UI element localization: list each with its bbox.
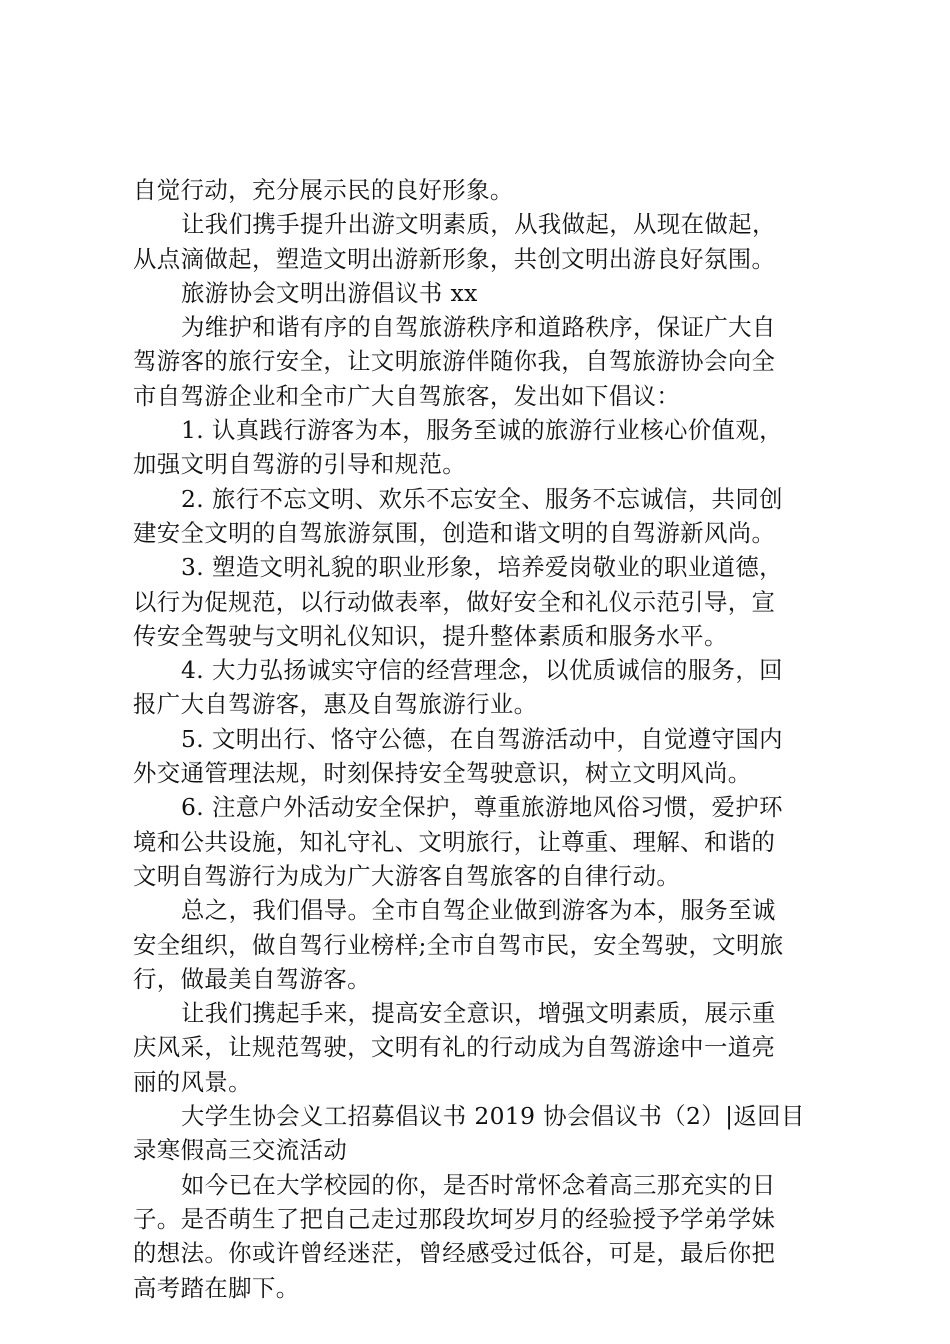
- text-line: 总之，我们倡导。全市自驾企业做到游客为本，服务至诚: [181, 896, 776, 925]
- text-line: 的想法。你或许曾经迷茫，曾经感受过低谷，可是，最后你把: [133, 1239, 776, 1268]
- text-line: 行，做最美自驾游客。: [133, 964, 371, 993]
- text-line: 录寒假高三交流活动: [133, 1136, 348, 1165]
- text-line: 自觉行动，充分展示民的良好形象。: [133, 176, 514, 204]
- text-line: 传安全驾驶与文明礼仪知识，提升整体素质和服务水平。: [133, 621, 728, 650]
- text-line: 庆风采，让规范驾驶，文明有礼的行动成为自驾游途中一道亮: [133, 1033, 776, 1062]
- text-line: 如今已在大学校园的你，是否时常怀念着高三那充实的日: [181, 1170, 776, 1199]
- text-line: 丽的风景。: [133, 1067, 252, 1096]
- text-line: 从点滴做起，塑造文明出游新形象，共创文明出游良好氛围。: [133, 244, 776, 273]
- text-line: 以行为促规范，以行动做表率，做好安全和礼仪示范引导，宣: [133, 587, 776, 616]
- text-line: 高考踏在脚下。: [133, 1273, 300, 1302]
- text-line: 子。是否萌生了把自己走过那段坎坷岁月的经验授予学弟学妹: [133, 1204, 776, 1233]
- text-line: 让我们携手提升出游文明素质，从我做起，从现在做起，: [181, 210, 776, 239]
- text-line: 为维护和谐有序的自驾旅游秩序和道路秩序，保证广大自: [181, 313, 776, 342]
- text-line: 境和公共设施，知礼守礼、文明旅行，让尊重、理解、和谐的: [133, 827, 776, 856]
- text-line: 5. 文明出行、恪守公德，在自驾游活动中，自觉遵守国内: [181, 724, 783, 753]
- text-line: 外交通管理法规，时刻保持安全驾驶意识，树立文明风尚。: [133, 759, 752, 788]
- text-line: 安全组织，做自驾行业榜样;全市自驾市民，安全驾驶，文明旅: [133, 930, 784, 959]
- text-line: 1. 认真践行游客为本，服务至诚的旅游行业核心价值观，: [181, 416, 783, 445]
- text-line: 6. 注意户外活动安全保护，尊重旅游地风俗习惯，爱护环: [181, 793, 783, 822]
- text-line: 建安全文明的自驾旅游氛围，创造和谐文明的自驾游新风尚。: [133, 518, 776, 547]
- text-line: 旅游协会文明出游倡议书 xx: [181, 278, 478, 307]
- text-line: 市自驾游企业和全市广大自驾旅客，发出如下倡议：: [133, 381, 681, 410]
- text-line: 2. 旅行不忘文明、欢乐不忘安全、服务不忘诚信，共同创: [181, 484, 783, 513]
- text-line: 让我们携起手来，提高安全意识，增强文明素质，展示重: [181, 999, 776, 1028]
- text-line: 4. 大力弘扬诚实守信的经营理念，以优质诚信的服务，回: [181, 656, 783, 685]
- text-line: 文明自驾游行为成为广大游客自驾旅客的自律行动。: [133, 861, 681, 890]
- text-line: 大学生协会义工招募倡议书 2019 协会倡议书（2）|返回目: [181, 1102, 805, 1131]
- text-line: 3. 塑造文明礼貌的职业形象，培养爱岗敬业的职业道德，: [181, 553, 783, 582]
- text-line: 报广大自驾游客，惠及自驾旅游行业。: [133, 690, 538, 719]
- text-line: 加强文明自驾游的引导和规范。: [133, 450, 467, 479]
- text-line: 驾游客的旅行安全，让文明旅游伴随你我，自驾旅游协会向全: [133, 347, 776, 376]
- document-body: [133, 173, 833, 1305]
